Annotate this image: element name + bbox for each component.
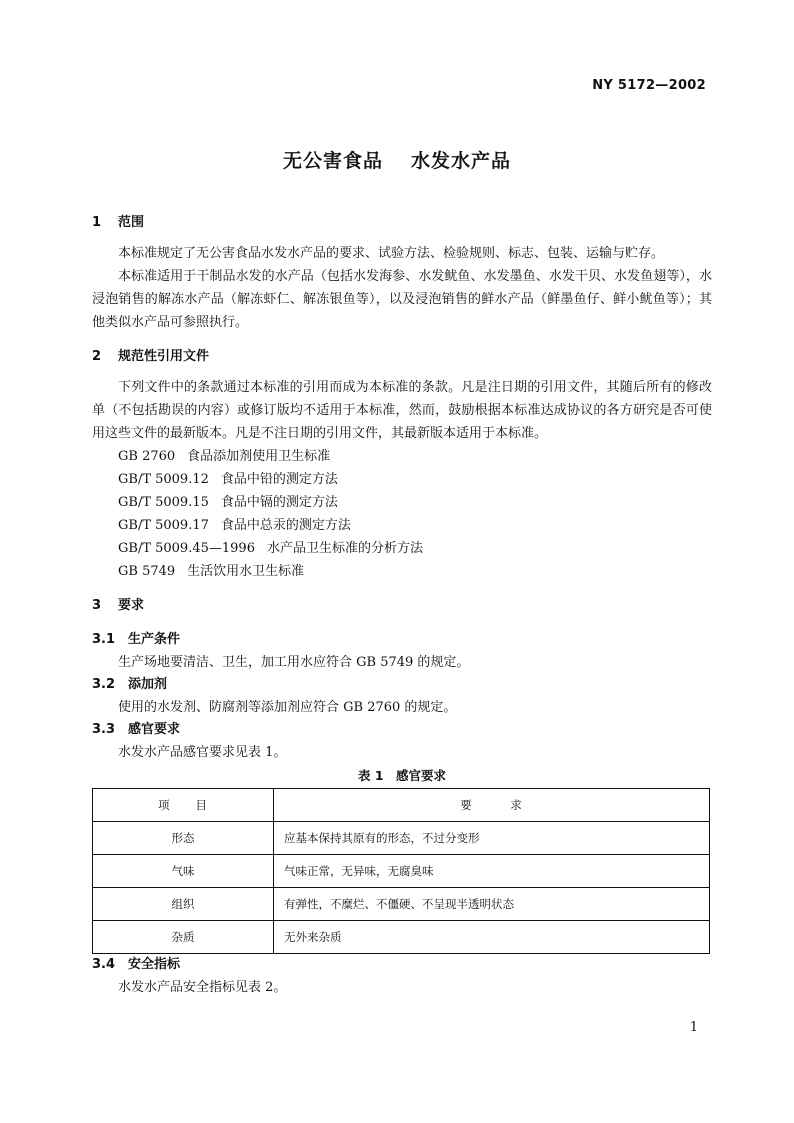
reference-item <box>92 491 712 514</box>
section-title: 范围 <box>118 215 145 230</box>
table-cell-requirement: 有弹性，不糜烂、不僵硬、不呈现半透明状态 <box>274 888 710 921</box>
table-cell-item: 组织 <box>93 888 274 921</box>
reference-code: GB/T 5009.15 <box>118 495 209 510</box>
standard-code: NY 5172—2002 <box>592 78 706 93</box>
table-row <box>93 855 710 888</box>
paragraph: 生产场地要清洁、卫生，加工用水应符合 GB 5749 的规定。 <box>118 655 470 670</box>
section-1-heading <box>92 212 712 234</box>
subsection-number: 3.1 <box>92 632 116 647</box>
subsection-number: 3.4 <box>92 957 116 972</box>
table-caption: 表 1 感官要求 <box>357 768 447 783</box>
paragraph: 本标准适用于干制品水发的水产品（包括水发海参、水发鱿鱼、水发墨鱼、水发干贝、水发鱼翅等），水浸泡销售的解冻水产品（解冻虾仁、解冻银鱼等），以及浸泡销售的鲜水产品（鲜墨鱼仔、鲜小鱿鱼等）；其他类似水产品可参照执行。 <box>92 269 712 330</box>
table-cell-item: 形态 <box>93 822 274 855</box>
subsection-title: 安全指标 <box>128 957 181 972</box>
subsection-3-4-heading <box>92 954 712 976</box>
reference-name: 食品中总汞的测定方法 <box>220 518 351 533</box>
reference-code: GB 2760 <box>118 449 176 464</box>
paragraph: 水发水产品感官要求见表 1。 <box>118 745 287 760</box>
table-cell-requirement: 无外来杂质 <box>274 921 710 954</box>
column-header-requirement: 要 求 <box>274 789 710 822</box>
reference-code: GB/T 5009.12 <box>118 472 209 487</box>
table-cell-requirement: 气味正常，无异味，无腐臭味 <box>274 855 710 888</box>
subsection-3-3-heading <box>92 719 712 741</box>
reference-name: 水产品卫生标准的分析方法 <box>266 541 423 556</box>
reference-item <box>92 560 712 583</box>
section-number: 1 <box>92 215 102 230</box>
reference-item <box>92 445 712 468</box>
column-header-item: 项 目 <box>93 789 274 822</box>
reference-item <box>92 537 712 560</box>
reference-item <box>92 468 712 491</box>
reference-name: 食品中镉的测定方法 <box>220 495 338 510</box>
subsection-3-2-heading <box>92 674 712 696</box>
section-title: 要求 <box>118 598 145 613</box>
paragraph: 水发水产品安全指标见表 2。 <box>118 980 287 995</box>
subsection-title: 生产条件 <box>128 632 181 647</box>
page-number: 1 <box>689 1020 698 1035</box>
subsection-title: 感官要求 <box>128 722 181 737</box>
subsection-title: 添加剂 <box>128 677 168 692</box>
table-row <box>93 888 710 921</box>
table-row <box>93 921 710 954</box>
section-title: 规范性引用文件 <box>118 349 210 364</box>
table-cell-requirement: 应基本保持其原有的形态，不过分变形 <box>274 822 710 855</box>
reference-name: 食品添加剂使用卫生标准 <box>187 449 331 464</box>
section-number: 3 <box>92 598 102 613</box>
table-cell-item: 杂质 <box>93 921 274 954</box>
title-part-1: 无公害食品 <box>282 150 383 172</box>
section-3-heading <box>92 595 712 617</box>
document-title <box>0 146 794 173</box>
table-header-row <box>93 789 710 822</box>
reference-code: GB 5749 <box>118 564 176 579</box>
section-2-heading <box>92 346 712 368</box>
table-cell-item: 气味 <box>93 855 274 888</box>
subsection-number: 3.3 <box>92 722 116 737</box>
reference-name: 食品中铅的测定方法 <box>220 472 338 487</box>
reference-name: 生活饮用水卫生标准 <box>187 564 305 579</box>
paragraph: 下列文件中的条款通过本标准的引用而成为本标准的条款。凡是注日期的引用文件，其随后所有的修改单（不包括勘误的内容）或修订版均不适用于本标准，然而，鼓励根据本标准达成协议的各方研究是否可使用这些文件的最新版本。凡是不注日期的引用文件，其最新版本适用于本标准。 <box>92 380 712 441</box>
reference-code: GB/T 5009.45—1996 <box>118 541 255 556</box>
subsection-3-1-heading <box>92 629 712 651</box>
table-row <box>93 822 710 855</box>
section-number: 2 <box>92 349 102 364</box>
subsection-number: 3.2 <box>92 677 116 692</box>
reference-item <box>92 514 712 537</box>
title-part-2: 水发水产品 <box>411 150 512 172</box>
reference-code: GB/T 5009.17 <box>118 518 209 533</box>
document-body <box>92 212 712 999</box>
paragraph: 本标准规定了无公害食品水发水产品的要求、试验方法、检验规则、标志、包装、运输与贮存。 <box>118 246 665 261</box>
paragraph: 使用的水发剂、防腐剂等添加剂应符合 GB 2760 的规定。 <box>118 700 457 715</box>
sensory-requirements-table <box>92 788 710 954</box>
